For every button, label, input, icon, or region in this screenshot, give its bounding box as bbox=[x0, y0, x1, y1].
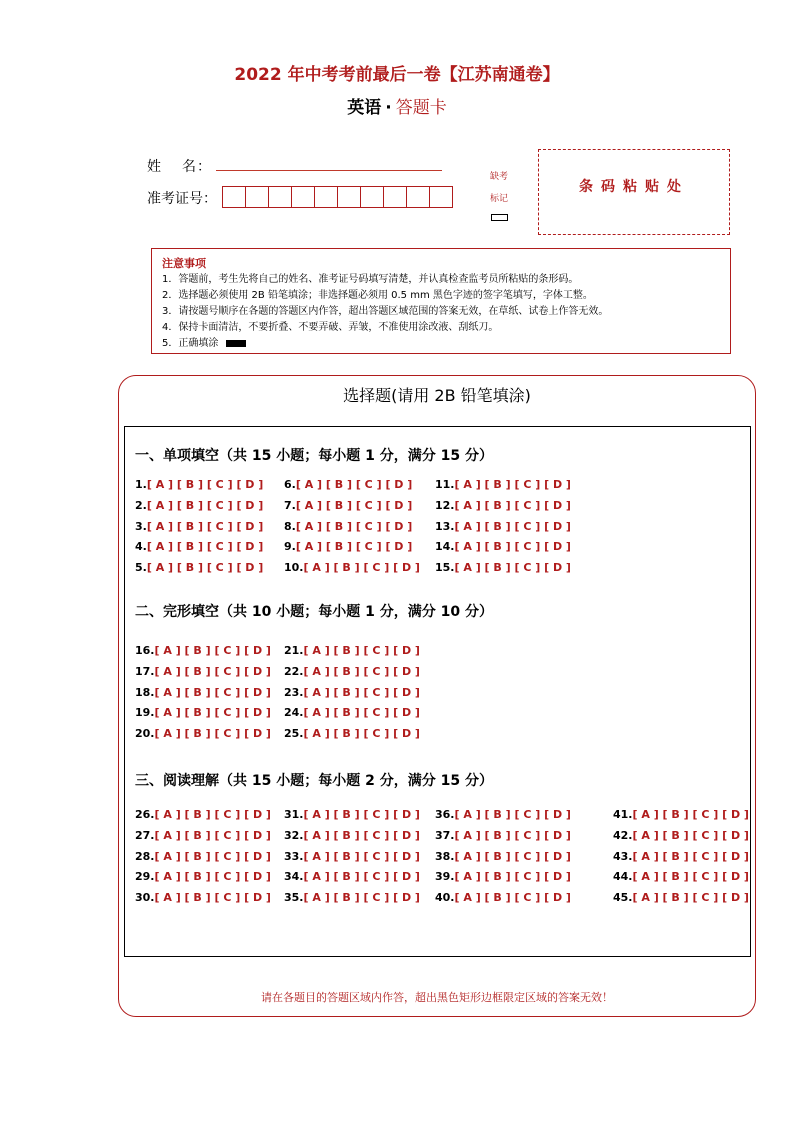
answer-options[interactable]: [ A ] [ B ] [ C ] [ D ] bbox=[303, 685, 420, 699]
note-item: 2．选择题必须使用 2B 铅笔填涂；非选择题必须用 0.5 mm 黑色字迹的签字笔填写，字体工整。 bbox=[162, 290, 593, 301]
answer-options[interactable]: [ A ] [ B ] [ C ] [ D ] bbox=[454, 849, 571, 863]
answer-options[interactable]: [ A ] [ B ] [ C ] [ D ] bbox=[454, 540, 571, 554]
answer-options[interactable]: [ A ] [ B ] [ C ] [ D ] bbox=[154, 685, 271, 699]
question-24[interactable] bbox=[284, 706, 420, 719]
question-number: 41. bbox=[613, 808, 633, 821]
question-number: 15. bbox=[435, 561, 455, 575]
choice-section-title: 选择题(请用 2B 铅笔填涂) bbox=[343, 386, 531, 405]
card-label: 答题卡 bbox=[395, 98, 447, 118]
answer-options[interactable]: [ A ] [ B ] [ C ] [ D ] bbox=[146, 498, 264, 512]
question-number: 17. bbox=[135, 664, 155, 678]
answer-options[interactable]: [ A ] [ B ] [ C ] [ D ] bbox=[154, 891, 271, 905]
question-number: 10. bbox=[284, 561, 304, 575]
question-42[interactable] bbox=[613, 829, 749, 842]
question-25[interactable] bbox=[284, 727, 420, 740]
question-number: 33. bbox=[284, 849, 304, 863]
question-23[interactable] bbox=[284, 686, 420, 699]
answer-options[interactable]: [ A ] [ B ] [ C ] [ D ] bbox=[295, 519, 413, 533]
answer-options[interactable]: [ A ] [ B ] [ C ] [ D ] bbox=[454, 498, 571, 512]
question-number: 25. bbox=[284, 727, 304, 741]
question-number: 45. bbox=[613, 891, 633, 905]
question-21[interactable] bbox=[284, 644, 420, 657]
question-22[interactable] bbox=[284, 665, 420, 678]
answer-options[interactable]: [ A ] [ B ] [ C ] [ D ] bbox=[632, 891, 749, 905]
missing-mark-box[interactable] bbox=[491, 214, 508, 221]
question-45[interactable] bbox=[613, 891, 749, 904]
answer-options[interactable]: [ A ] [ B ] [ C ] [ D ] bbox=[632, 870, 749, 884]
subtitle-dot: · bbox=[385, 98, 392, 118]
answer-options[interactable]: [ A ] [ B ] [ C ] [ D ] bbox=[454, 891, 571, 905]
answer-options[interactable]: [ A ] [ B ] [ C ] [ D ] bbox=[154, 644, 271, 657]
answer-options[interactable]: [ A ] [ B ] [ C ] [ D ] bbox=[454, 561, 571, 575]
question-9[interactable] bbox=[284, 540, 412, 553]
missing-mark-line2: 标记 bbox=[489, 194, 508, 204]
question-number: 43. bbox=[613, 849, 633, 863]
answer-options[interactable]: [ A ] [ B ] [ C ] [ D ] bbox=[632, 808, 749, 821]
question-36[interactable] bbox=[435, 808, 571, 821]
question-number: 26. bbox=[135, 808, 155, 821]
question-35[interactable] bbox=[284, 891, 420, 904]
id-digit-box[interactable] bbox=[222, 186, 246, 208]
answer-options[interactable]: [ A ] [ B ] [ C ] [ D ] bbox=[146, 519, 264, 533]
id-digit-box[interactable] bbox=[360, 186, 384, 208]
id-digit-box[interactable] bbox=[314, 186, 338, 208]
answer-options[interactable]: [ A ] [ B ] [ C ] [ D ] bbox=[303, 849, 420, 863]
question-number: 38. bbox=[435, 849, 455, 863]
question-33[interactable] bbox=[284, 850, 420, 863]
question-number: 5. bbox=[135, 561, 147, 575]
answer-options[interactable]: [ A ] [ B ] [ C ] [ D ] bbox=[454, 870, 571, 884]
question-number: 28. bbox=[135, 849, 155, 863]
question-number: 31. bbox=[284, 808, 304, 821]
question-number: 8. bbox=[284, 519, 296, 533]
question-number: 14. bbox=[435, 540, 455, 554]
question-3[interactable] bbox=[135, 520, 263, 533]
question-number: 12. bbox=[435, 498, 455, 512]
answer-options[interactable]: [ A ] [ B ] [ C ] [ D ] bbox=[154, 727, 271, 741]
question-number: 1. bbox=[135, 478, 147, 491]
question-number: 42. bbox=[613, 828, 633, 842]
question-number: 6. bbox=[284, 478, 296, 491]
answer-options[interactable]: [ A ] [ B ] [ C ] [ D ] bbox=[295, 478, 413, 491]
question-5[interactable] bbox=[135, 561, 263, 574]
question-40[interactable] bbox=[435, 891, 571, 904]
question-number: 16. bbox=[135, 644, 155, 657]
answer-options[interactable]: [ A ] [ B ] [ C ] [ D ] bbox=[303, 870, 420, 884]
question-number: 29. bbox=[135, 870, 155, 884]
answer-options[interactable]: [ A ] [ B ] [ C ] [ D ] bbox=[154, 828, 271, 842]
question-19[interactable] bbox=[135, 706, 271, 719]
question-43[interactable] bbox=[613, 850, 749, 863]
note-item-text: 5．正确填涂 bbox=[162, 338, 219, 349]
question-1[interactable] bbox=[135, 478, 263, 491]
question-number: 19. bbox=[135, 706, 155, 720]
question-31[interactable] bbox=[284, 808, 420, 821]
answer-options[interactable]: [ A ] [ B ] [ C ] [ D ] bbox=[154, 870, 271, 884]
question-14[interactable] bbox=[435, 540, 571, 553]
question-7[interactable] bbox=[284, 499, 412, 512]
page-title: 2022 年中考考前最后一卷【江苏南通卷】 bbox=[234, 65, 560, 85]
exam-id-label: 准考证号： bbox=[147, 191, 217, 207]
question-number: 18. bbox=[135, 685, 155, 699]
question-number: 44. bbox=[613, 870, 633, 884]
section-title-reading: 三、阅读理解（共 15 小题；每小题 2 分，满分 15 分） bbox=[135, 773, 493, 789]
question-number: 9. bbox=[284, 540, 296, 554]
note-item: 3．请按题号顺序在各题的答题区内作答，超出答题区域范围的答案无效，在草纸、试卷上作答无效。 bbox=[162, 306, 609, 317]
question-number: 30. bbox=[135, 891, 155, 905]
question-number: 21. bbox=[284, 644, 304, 657]
answer-options[interactable]: [ A ] [ B ] [ C ] [ D ] bbox=[154, 808, 271, 821]
id-digit-box[interactable] bbox=[268, 186, 292, 208]
notes-box bbox=[151, 248, 731, 354]
id-digit-box[interactable] bbox=[337, 186, 361, 208]
question-29[interactable] bbox=[135, 870, 271, 883]
id-digit-box[interactable] bbox=[245, 186, 269, 208]
footer-warning: 请在各题目的答题区域内作答，超出黑色矩形边框限定区域的答案无效！ bbox=[261, 991, 613, 1004]
section-title-cloze: 二、完形填空（共 10 小题；每小题 1 分，满分 10 分） bbox=[135, 604, 493, 620]
question-18[interactable] bbox=[135, 686, 271, 699]
question-number: 22. bbox=[284, 664, 304, 678]
question-8[interactable] bbox=[284, 520, 412, 533]
answer-options[interactable]: [ A ] [ B ] [ C ] [ D ] bbox=[154, 664, 271, 678]
id-digit-box[interactable] bbox=[429, 186, 453, 208]
answer-options[interactable]: [ A ] [ B ] [ C ] [ D ] bbox=[454, 828, 571, 842]
question-number: 23. bbox=[284, 685, 304, 699]
answer-options[interactable]: [ A ] [ B ] [ C ] [ D ] bbox=[454, 478, 571, 491]
question-27[interactable] bbox=[135, 829, 271, 842]
question-17[interactable] bbox=[135, 665, 271, 678]
question-number: 32. bbox=[284, 828, 304, 842]
barcode-label: 条码粘贴处 bbox=[579, 179, 689, 195]
answer-options[interactable]: [ A ] [ B ] [ C ] [ D ] bbox=[303, 808, 420, 821]
page-subtitle bbox=[0, 93, 794, 118]
question-41[interactable] bbox=[613, 808, 749, 821]
answer-options[interactable]: [ A ] [ B ] [ C ] [ D ] bbox=[295, 498, 413, 512]
note-item: 1．答题前，考生先将自己的姓名、准考证号码填写清楚，并认真检查监考员所粘贴的条形码。 bbox=[162, 274, 579, 285]
question-4[interactable] bbox=[135, 540, 263, 553]
question-13[interactable] bbox=[435, 520, 571, 533]
question-37[interactable] bbox=[435, 829, 571, 842]
answer-options[interactable]: [ A ] [ B ] [ C ] [ D ] bbox=[303, 561, 420, 575]
name-label-part2: 名： bbox=[182, 159, 212, 175]
note-item: 4．保持卡面清洁，不要折叠、不要弄破、弄皱，不准使用涂改液、刮纸刀。 bbox=[162, 322, 499, 333]
question-2[interactable] bbox=[135, 499, 263, 512]
answer-options[interactable]: [ A ] [ B ] [ C ] [ D ] bbox=[303, 891, 420, 905]
name-label bbox=[147, 156, 212, 176]
missing-mark-line1: 缺考 bbox=[489, 172, 508, 182]
answer-options[interactable]: [ A ] [ B ] [ C ] [ D ] bbox=[154, 849, 271, 863]
question-39[interactable] bbox=[435, 870, 571, 883]
question-number: 20. bbox=[135, 727, 155, 741]
question-6[interactable] bbox=[284, 478, 412, 491]
note-item bbox=[162, 336, 730, 352]
question-number: 39. bbox=[435, 870, 455, 884]
question-38[interactable] bbox=[435, 850, 571, 863]
answer-options[interactable]: [ A ] [ B ] [ C ] [ D ] bbox=[146, 561, 264, 575]
question-20[interactable] bbox=[135, 727, 271, 740]
question-number: 35. bbox=[284, 891, 304, 905]
question-number: 40. bbox=[435, 891, 455, 905]
id-digit-box[interactable] bbox=[406, 186, 430, 208]
answer-options[interactable]: [ A ] [ B ] [ C ] [ D ] bbox=[454, 808, 571, 821]
question-number: 13. bbox=[435, 519, 455, 533]
question-10[interactable] bbox=[284, 561, 420, 574]
answer-options[interactable]: [ A ] [ B ] [ C ] [ D ] bbox=[303, 644, 420, 657]
barcode-area bbox=[538, 149, 730, 235]
question-15[interactable] bbox=[435, 561, 571, 574]
id-digit-box[interactable] bbox=[291, 186, 315, 208]
question-number: 11. bbox=[435, 478, 455, 491]
name-label-part1: 姓 bbox=[147, 159, 162, 175]
question-34[interactable] bbox=[284, 870, 420, 883]
question-32[interactable] bbox=[284, 829, 420, 842]
answer-options[interactable]: [ A ] [ B ] [ C ] [ D ] bbox=[303, 706, 420, 720]
question-30[interactable] bbox=[135, 891, 271, 904]
question-number: 37. bbox=[435, 828, 455, 842]
answer-options[interactable]: [ A ] [ B ] [ C ] [ D ] bbox=[303, 727, 420, 741]
answer-options[interactable]: [ A ] [ B ] [ C ] [ D ] bbox=[303, 664, 420, 678]
question-44[interactable] bbox=[613, 870, 749, 883]
question-number: 24. bbox=[284, 706, 304, 720]
question-16[interactable] bbox=[135, 644, 271, 657]
question-26[interactable] bbox=[135, 808, 271, 821]
subject-label: 英语 bbox=[347, 98, 382, 118]
answer-options[interactable]: [ A ] [ B ] [ C ] [ D ] bbox=[632, 828, 749, 842]
question-number: 7. bbox=[284, 498, 296, 512]
answer-options[interactable]: [ A ] [ B ] [ C ] [ D ] bbox=[146, 540, 264, 554]
question-number: 2. bbox=[135, 498, 147, 512]
question-12[interactable] bbox=[435, 499, 571, 512]
answer-options[interactable]: [ A ] [ B ] [ C ] [ D ] bbox=[303, 828, 420, 842]
correct-fill-example bbox=[226, 340, 246, 347]
question-number: 36. bbox=[435, 808, 455, 821]
answer-options[interactable]: [ A ] [ B ] [ C ] [ D ] bbox=[295, 540, 413, 554]
question-number: 27. bbox=[135, 828, 155, 842]
question-number: 34. bbox=[284, 870, 304, 884]
exam-id-boxes[interactable] bbox=[222, 186, 452, 208]
question-number: 4. bbox=[135, 540, 147, 554]
name-field[interactable] bbox=[216, 170, 442, 171]
question-28[interactable] bbox=[135, 850, 271, 863]
answer-options[interactable]: [ A ] [ B ] [ C ] [ D ] bbox=[154, 706, 271, 720]
section-title-single-choice: 一、单项填空（共 15 小题；每小题 1 分，满分 15 分） bbox=[135, 448, 493, 464]
notes-title: 注意事项 bbox=[162, 257, 206, 270]
answer-options[interactable]: [ A ] [ B ] [ C ] [ D ] bbox=[146, 478, 264, 491]
missing-mark-label bbox=[484, 166, 514, 210]
question-11[interactable] bbox=[435, 478, 571, 491]
answer-options[interactable]: [ A ] [ B ] [ C ] [ D ] bbox=[454, 519, 571, 533]
answer-options[interactable]: [ A ] [ B ] [ C ] [ D ] bbox=[632, 849, 749, 863]
question-number: 3. bbox=[135, 519, 147, 533]
id-digit-box[interactable] bbox=[383, 186, 407, 208]
